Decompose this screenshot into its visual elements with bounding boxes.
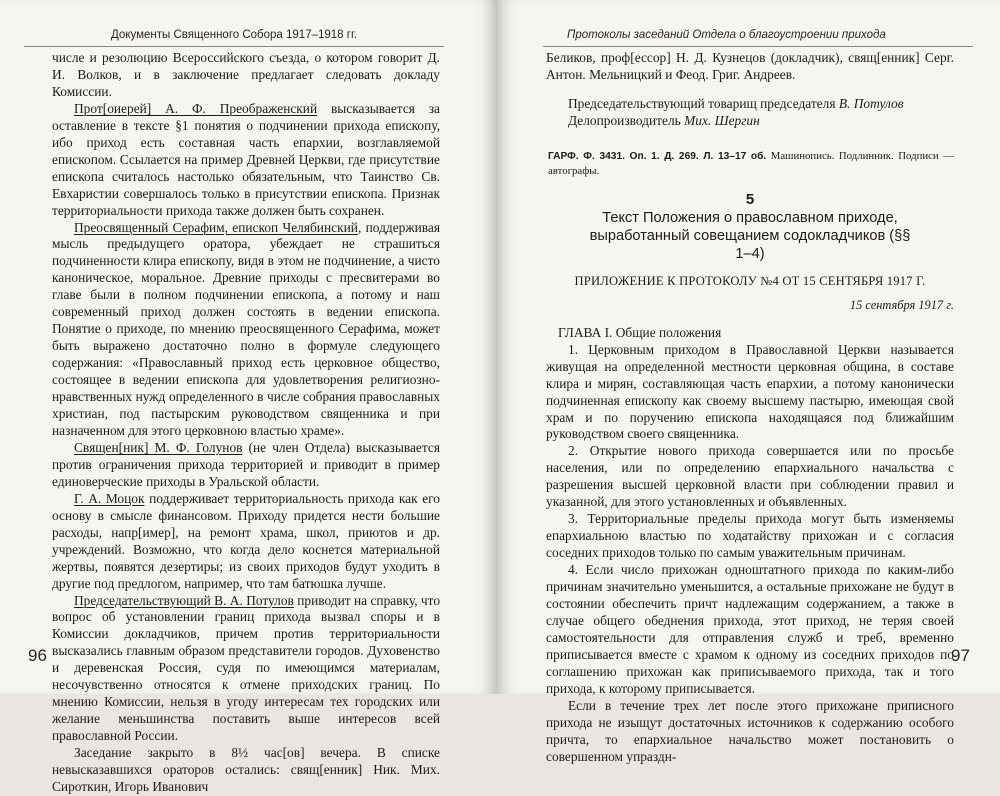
left-page	[0, 0, 497, 794]
paragraph: числе и резолюцию Всероссийского съезда, о котором говорит Д. И. Волков, и в заключение предлагает следовать докладу Комиссии.	[52, 50, 440, 99]
speech-text: поддерживает территориальность прихода как его основу в смысле финансовом. Приходу придется нести большие расходы, напр[имер], на ремонт храма, школ, приютов и др. учреждений. Возможно, что когда дело коснется материальной жертвы, появятся дезертиры; из своих приходов будут уходить в другие под предлогом, например, что там батюшка лучше.	[52, 490, 440, 591]
paragraph: Заседание закрыто в 8½ час[ов] вечера. В списке невысказавшихся ораторов остались: свящ[енник] Ник. Мих. Сироткин, Игорь Иванович	[52, 745, 440, 794]
header-rule	[24, 46, 444, 47]
speaker-name: Г. А. Моцок	[74, 490, 145, 506]
paragraph: Беликов, проф[ессор] Н. Д. Кузнецов (докладчик), свящ[енник] Серг. Антон. Мельницкий и Феод. Григ. Андреев.	[546, 50, 954, 82]
signature-name: В. Потулов	[838, 95, 904, 111]
paragraph	[52, 220, 440, 440]
section: 4. Если число прихожан одноштатного прихода по каким-либо причинам значительно уменьшится, а остальные прихожане не будут в состоянии обеспечить причт надлежащим содержанием, а также в случае общего обеднения прихода, этот приход, не теряя своей самостоятельности для отправления служб и треб, временно приписывается вместе с храмом к одному из соседних приходов по соглашению прихожан как приписываемого прихода, так и того прихода, к которому приписывается.	[546, 562, 954, 696]
speech-text: высказывается за оставление в тексте §1 понятия о подчинении прихода епископу, ибо приход есть составная часть епархии, возглавляемой епископом. Ссылается на пример Древней Церкви, где присутствие епископа считалось настолько обязательным, что Таинство Св. Евхаристии совершалось только в присутствии епископа. Признак территориальности прихода также должен быть сохранен.	[52, 100, 440, 218]
section: 1. Церковным приходом в Православной Церкви называется живущая на определенной местности церковная община, в составе клира и мирян, составляющая часть епархии, а потому канонически подчиненная епископу как своему высшему пастырю, имеющая свой храм и по поручению епископа находящаяся под ближайшим руководством своего священника.	[546, 341, 954, 442]
page-number-right: 97	[951, 646, 970, 665]
document-title: Текст Положения о православном приходе, выработанный совещанием содокладчиков (§§ 1–4)	[589, 209, 911, 262]
paragraph	[52, 101, 440, 220]
speaker-name: Преосвященный Серафим, епископ Челябинский	[74, 219, 358, 235]
right-body-text	[546, 50, 954, 766]
paragraph	[52, 440, 440, 491]
archive-code: ГАРФ. Ф. 3431. Оп. 1. Д. 269. Л. 13–17 об.	[548, 150, 767, 162]
archive-note: Машинопись. Подлинник. Подписи — автографы.	[548, 149, 954, 177]
running-head-left: Документы Священного Собора 1917–1918 гг.	[111, 29, 357, 41]
appendix-heading: ПРИЛОЖЕНИЕ К ПРОТОКОЛУ №4 ОТ 15 СЕНТЯБРЯ 1917 Г.	[574, 273, 926, 288]
signature-name: Мих. Шергин	[684, 112, 760, 128]
running-head-right: Протоколы заседаний Отдела о благоустроении прихода	[567, 29, 886, 41]
archive-reference	[546, 149, 954, 178]
signature-role: Делопроизводитель	[568, 112, 681, 128]
left-body-text	[52, 50, 440, 796]
paragraph	[52, 593, 440, 746]
speaker-name: Священ[ник] М. Ф. Голунов	[74, 439, 243, 455]
document-date: 15 сентября 1917 г.	[849, 297, 954, 312]
section: Если в течение трех лет после этого прихожане приписного прихода не изыщут достаточных источников к содержанию особого причта, то епархиальное начальство может постановить о совершенном упраздн-	[546, 697, 954, 764]
speech-text: приводит на справку, что вопрос об установлении границ прихода вызвал споры и в Комиссии докладчиков, причем против территориальности высказались главным образом представители городов. Духовенство и деревенская Россия, судя по имеющимся материалам, несочувственно относятся к отмене приходских границ. По мнению Комиссии, нельзя в угоду интересам тех городских или желание меньшинства поставить выше интересов всей православной России.	[52, 592, 441, 744]
paragraph	[52, 491, 440, 593]
signature-role: Председательствующий товарищ председателя	[568, 95, 836, 111]
document-number: 5	[745, 190, 755, 208]
speech-text: (не член Отдела) высказывается против ограничения прихода территорией и приводит в пример единоверческие приходы в Уральской области.	[52, 439, 440, 489]
section: 2. Открытие нового прихода совершается или по просьбе населения, или по определению епархиального начальства с разрешения высшей церковной власти при соблюдении правил и указанной, для этого установленных и объявленных.	[546, 443, 954, 510]
signature-line	[546, 112, 954, 129]
signature-line	[546, 95, 954, 112]
speaker-name: Председательствующий В. А. Потулов	[74, 592, 294, 608]
header-rule	[543, 46, 973, 47]
chapter-heading: ГЛАВА I. Общие положения	[558, 324, 722, 340]
section: 3. Территориальные пределы прихода могут быть изменяемы епархиальною властью по ходатайству прихожан и с согласия соседних приходов только по самым уважительным причинам.	[546, 511, 954, 561]
page-number-left: 96	[28, 646, 47, 665]
right-page	[497, 0, 1000, 764]
speaker-name: Прот[оиерей] А. Ф. Преображенский	[74, 100, 318, 116]
speech-text: , поддерживая мысль предыдущего оратора, убеждает не страшиться подчиненности клира епископу, видя в этом не подчинение, а чисто каноническое, моральное. Древние приходы с пресвитерами во главе были в полном подчинении епископа, а потому и наш современный приход должен состоять в ведении епископа. Понятие о приходе, по мнению преосвященного Серафима, может быть выражено достаточно полно в формуле следующего содержания: «Православный приход есть церковное общество, состоящее в ведении епископа для удовлетворения религиозно-нравственных нужд определенного в числе собрания православных христиан, под пастырским руководством священника и при назначенном для этого церковною властью храме».	[52, 219, 441, 438]
